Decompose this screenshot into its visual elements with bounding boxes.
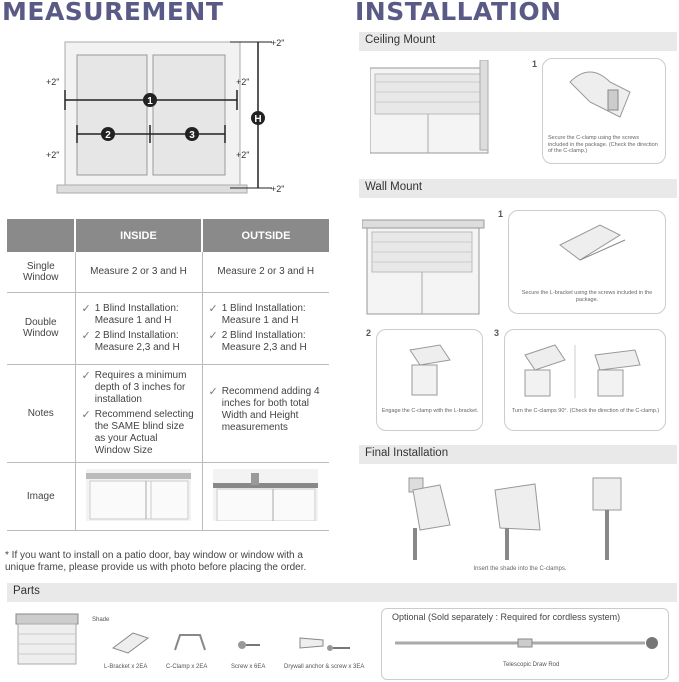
plus2-left-upper: +2" (46, 77, 60, 87)
check-icon: ✓ (81, 302, 91, 315)
window-measurement-diagram (40, 30, 300, 200)
check-icon: ✓ (81, 329, 91, 342)
marker-3: 3 (189, 130, 195, 141)
cell-text: Recommend selecting the SAME blind size as your Actual Window Size (94, 408, 194, 456)
cell-text: Measure 2 or 3 and H (202, 252, 329, 292)
parts-bar: Parts (7, 583, 677, 602)
footnote: * If you want to install on a patio door, bay window or window with a unique frame, please provide us with photo before placing the order. (5, 550, 307, 573)
optional-label: Optional (Sold separately : Required for cordless system) (392, 612, 621, 622)
wall-mount-illustration (362, 210, 487, 320)
l-bracket-icon (108, 628, 153, 658)
ceiling-step-num: 1 (532, 59, 538, 69)
wall-step2-caption: Engage the C-clamp with the L-bracket. (381, 408, 479, 414)
cell-text: 2 Blind Installation: Measure 2,3 and H (94, 329, 180, 353)
final-installation-illustration (395, 470, 645, 565)
wall-step1-num: 1 (498, 209, 504, 219)
row-label: Double Window (7, 292, 75, 364)
cell-text: 1 Blind Installation: Measure 1 and H (221, 302, 306, 326)
check-icon: ✓ (81, 408, 91, 421)
plus2-right-upper: +2" (236, 77, 250, 87)
ceiling-step-caption: Secure the C-clamp using the screws included in the package. (Check the direction of the C-clamp.) (548, 135, 658, 154)
wall-mount-bar: Wall Mount (359, 179, 677, 198)
installation-heading: INSTALLATION (355, 0, 562, 26)
drywall-anchor-icon (298, 632, 353, 656)
ceiling-mount-illustration (370, 60, 500, 165)
cell-text: Recommend adding 4 inches for both total Width and Height measurements (221, 385, 320, 433)
table-row (7, 292, 329, 364)
plus2-bottom: +2" (271, 184, 285, 194)
plus2-left-lower: +2" (46, 150, 60, 160)
shade-label: Shade (92, 617, 110, 623)
wall-step2-num: 2 (366, 328, 372, 338)
cell-text: 2 Blind Installation: Measure 2,3 and H (221, 329, 307, 353)
draw-rod-icon (390, 632, 665, 654)
wall-step3-illustration (510, 340, 660, 400)
table-row (7, 252, 329, 292)
check-icon: ✓ (81, 369, 91, 382)
check-icon: ✓ (208, 302, 218, 315)
cell-text: Requires a minimum depth of 3 inches for installation (94, 369, 187, 405)
plus2-top: +2" (271, 38, 285, 48)
table-header-outside: OUTSIDE (202, 219, 329, 252)
draw-rod-label: Telescopic Draw Rod (503, 662, 560, 668)
wall-step1-illustration (540, 215, 640, 285)
check-icon: ✓ (208, 385, 218, 398)
ceiling-mount-bar: Ceiling Mount (359, 32, 677, 51)
screw-icon (238, 638, 263, 652)
final-installation-bar: Final Installation (359, 445, 677, 464)
table-header-inside: INSIDE (75, 219, 202, 252)
outside-mount-image (213, 469, 318, 521)
wall-step2-illustration (400, 340, 460, 400)
wall-step1-caption: Secure the L-bracket using the screws included in the package. (521, 290, 653, 303)
table-row (7, 462, 329, 530)
inside-mount-image (86, 469, 191, 521)
l-bracket-label: L-Bracket x 2EA (104, 664, 148, 670)
c-clamp-icon (170, 630, 210, 658)
drywall-anchor-label: Drywall anchor & screw x 3EA (284, 664, 365, 670)
cell-text: Measure 2 or 3 and H (75, 252, 202, 292)
wall-step3-num: 3 (494, 328, 500, 338)
marker-h: H (254, 114, 262, 125)
final-caption: Insert the shade into the C-clamps. (473, 566, 567, 572)
row-label: Notes (7, 364, 75, 462)
c-clamp-label: C-Clamp x 2EA (166, 664, 208, 670)
plus2-right-lower: +2" (236, 150, 250, 160)
table-row (7, 364, 329, 462)
measurement-table (7, 219, 329, 531)
measurement-heading: MEASUREMENT (2, 0, 224, 26)
ceiling-step-illustration (560, 62, 650, 132)
cell-text: 1 Blind Installation: Measure 1 and H (94, 302, 179, 326)
wall-step3-caption: Turn the C-clamps 90°. (Check the direction of the C-clamp.) (511, 408, 660, 414)
row-label: Image (7, 462, 75, 530)
row-label: Single Window (7, 252, 75, 292)
check-icon: ✓ (208, 329, 218, 342)
marker-2: 2 (105, 130, 111, 141)
shade-part-image (14, 612, 80, 680)
table-header-empty (7, 219, 75, 252)
screw-label: Screw x 6EA (231, 664, 266, 670)
marker-1: 1 (147, 96, 153, 107)
